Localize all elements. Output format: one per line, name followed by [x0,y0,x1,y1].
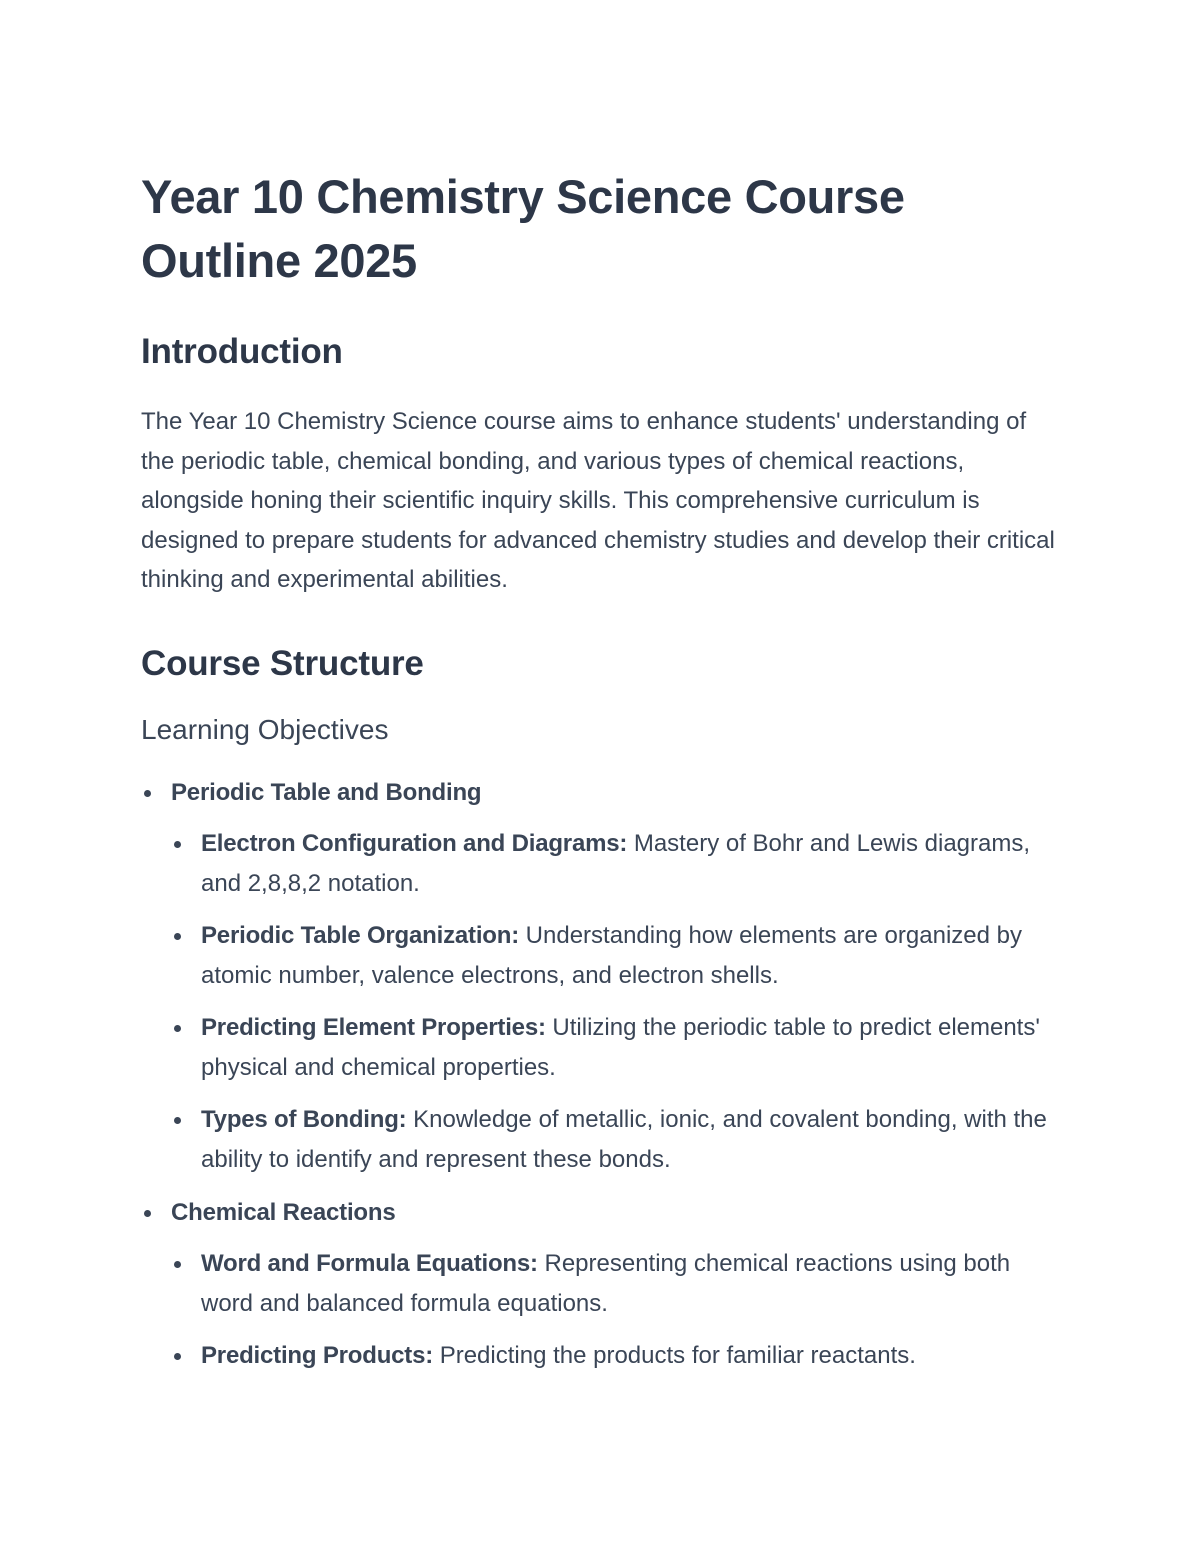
bullet-icon [174,841,181,848]
objective-description: Mastery of Bohr and Lewis diagrams, and 2,8,8,2 notation. [201,829,1031,897]
objective-term: Electron Configuration and Diagrams: [201,829,628,857]
objective-description: Knowledge of metallic, ionic, and covalent bonding, with the ability to identify and represent these bonds. [201,1105,1047,1173]
introduction-heading: Introduction [141,332,343,371]
objective-term: Predicting Element Properties: [201,1013,546,1041]
document-title: Year 10 Chemistry Science Course Outline 2025 [141,170,905,287]
list-item-chemical-reactions [141,1194,1066,1376]
sub-objectives-list [171,1244,1066,1376]
objective-description: Predicting the products for familiar reactants. [433,1341,916,1369]
list-item [171,1244,1066,1324]
list-item [171,1100,1066,1180]
list-item-periodic-table-bonding [141,774,1066,1180]
list-item [171,1008,1066,1088]
bullet-icon [174,1353,181,1360]
list-item [171,1336,1066,1376]
category-label: Chemical Reactions [171,1198,396,1226]
bullet-icon [174,1025,181,1032]
course-structure-heading: Course Structure [141,643,424,683]
objective-term: Periodic Table Organization: [201,921,520,949]
objective-term: Word and Formula Equations: [201,1249,538,1277]
learning-objectives-heading: Learning Objectives [141,713,389,745]
category-label: Periodic Table and Bonding [171,778,482,806]
introduction-text: The Year 10 Chemistry Science course aims to enhance students' understanding of the periodic table, chemical bonding, and various types of chemical reactions, alongside honing their scientific inquiry skills. This comprehensive curriculum is designed to prepare students for advanced chemistry studies and develop their critical thinking and experimental abilities. [141,408,1055,593]
objective-term: Predicting Products: [201,1341,434,1369]
objective-description: Representing chemical reactions using both word and balanced formula equations. [201,1249,1011,1317]
bullet-icon [174,1261,181,1268]
objectives-list [141,774,1066,1376]
bullet-icon [174,933,181,940]
list-item [171,824,1066,904]
sub-objectives-list [171,824,1066,1180]
objective-term: Types of Bonding: [201,1105,407,1133]
document-page [141,165,1066,1390]
list-item [171,916,1066,996]
bullet-icon [144,1210,151,1217]
bullet-icon [144,790,151,797]
objective-description: Utilizing the periodic table to predict elements' physical and chemical properties. [201,1013,1040,1081]
objective-description: Understanding how elements are organized by atomic number, valence electrons, and electron shells. [201,921,1022,989]
bullet-icon [174,1117,181,1124]
